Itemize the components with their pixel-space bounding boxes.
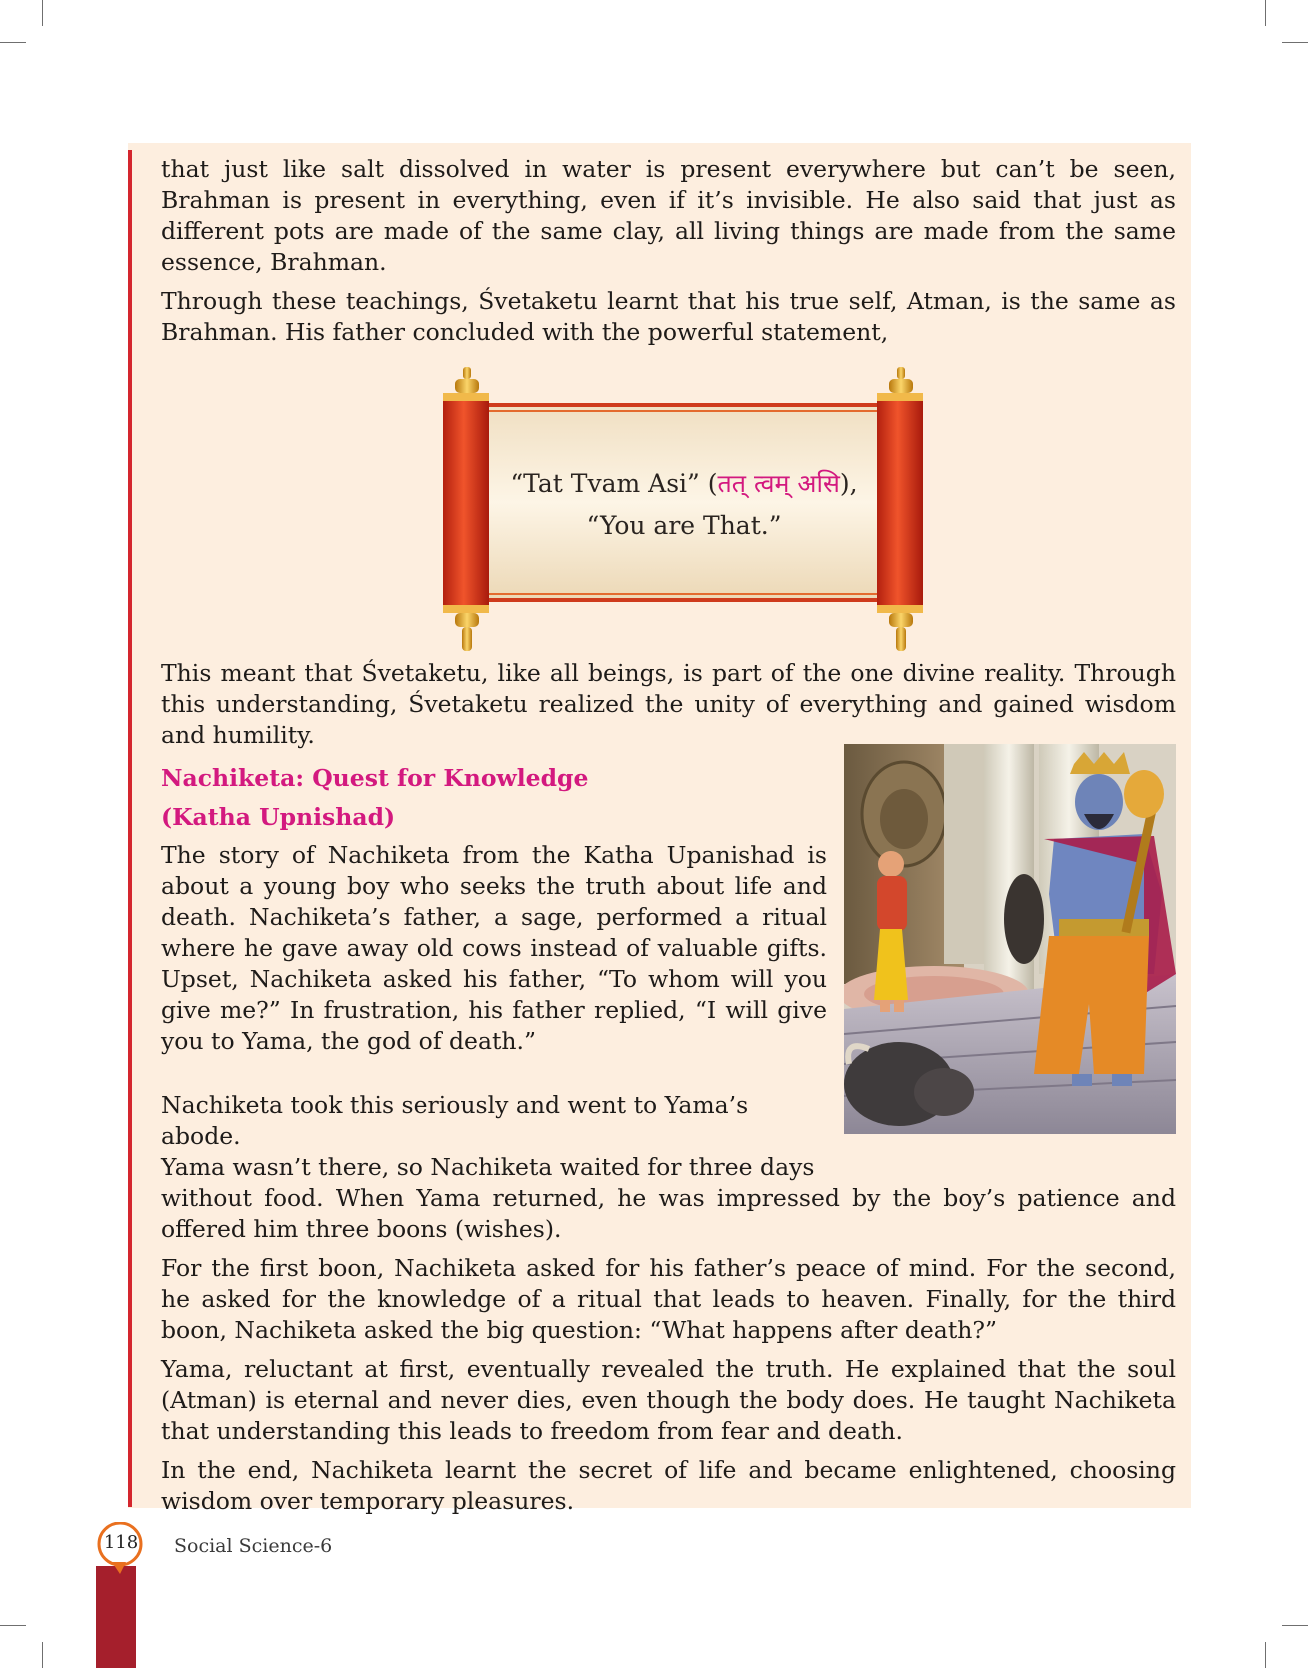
paragraph: Yama, reluctant at first, eventually revealed the truth. He explained that the soul (Atman) is eternal and never dies, even though the body does. He taught Nachiketa that understanding this leads to freedom from fear and death. [161,1355,1176,1445]
crop-mark [1265,0,1266,26]
wrap-line: Yama wasn’t there, so Nachiketa waited for three days [161,1153,815,1181]
crop-mark [0,42,26,43]
illustration-graphic [844,744,1176,1134]
crop-mark [0,1625,26,1626]
page-number: 118 [103,1532,139,1553]
quote-punctuation: ), [839,469,858,498]
quote-line-1 [497,463,871,505]
book-title: Social Science-6 [174,1535,333,1557]
section-heading: Nachiketa: Quest for Knowledge [161,764,589,792]
intro-text [161,154,1176,356]
crop-mark [42,1642,43,1668]
quote-line-2: “You are That.” [586,511,782,540]
paragraph: that just like salt dissolved in water is present everywhere but can’t be seen, Brahman is present in everything, even if it’s invisible. He also said that just as different pots are made of the same clay, all living things are made from the same essence, Brahman. [161,155,1176,276]
crop-mark [1282,1625,1308,1626]
crop-mark [1265,1642,1266,1668]
section-subheading: (Katha Upnishad) [161,803,396,831]
paragraph: For the first boon, Nachiketa asked for his father’s peace of mind. For the second, he asked for the knowledge of a ritual that leads to heaven. Finally, for the third boon, Nachiketa asked the big question: “What happens after death?” [161,1254,1176,1344]
paragraph: without food. When Yama returned, he was impressed by the boy’s patience and offered him three boons (wishes). [161,1184,1176,1243]
crop-mark [42,0,43,26]
accent-rule [128,150,132,1507]
paragraph: Through these teachings, Śvetaketu learnt that his true self, Atman, is the same as Brahman. His father concluded with the powerful statement, [161,287,1176,346]
nachiketa-yama-illustration [844,744,1176,1134]
paragraph: The story of Nachiketa from the Katha Upanishad is about a young boy who seeks the truth about life and death. Nachiketa’s father, a sage, performed a ritual where he gave away old cows instead of valuable gifts. Upset, Nachiketa asked his father, “To whom will you give me?” In frustration, his father replied, “I will give you to Yama, the god of death.” [161,841,827,1055]
quote-transliteration: “Tat Tvam Asi” ( [510,469,718,498]
paragraph: This meant that Śvetaketu, like all beings, is part of the one divine reality. Through this understanding, Śvetaketu realized the unity of everything and gained wisdom and humility. [161,659,1176,749]
crop-mark [1282,42,1308,43]
scroll-quote [497,463,871,547]
quote-devanagari: तत् त्वम् असि [717,469,840,498]
quote-scroll [441,345,927,657]
wrap-line: Nachiketa took this seriously and went to Yama’s abode. [161,1091,749,1150]
paragraph: In the end, Nachiketa learnt the secret of life and became enlightened, choosing wisdom over temporary pleasures. [161,1456,1176,1515]
